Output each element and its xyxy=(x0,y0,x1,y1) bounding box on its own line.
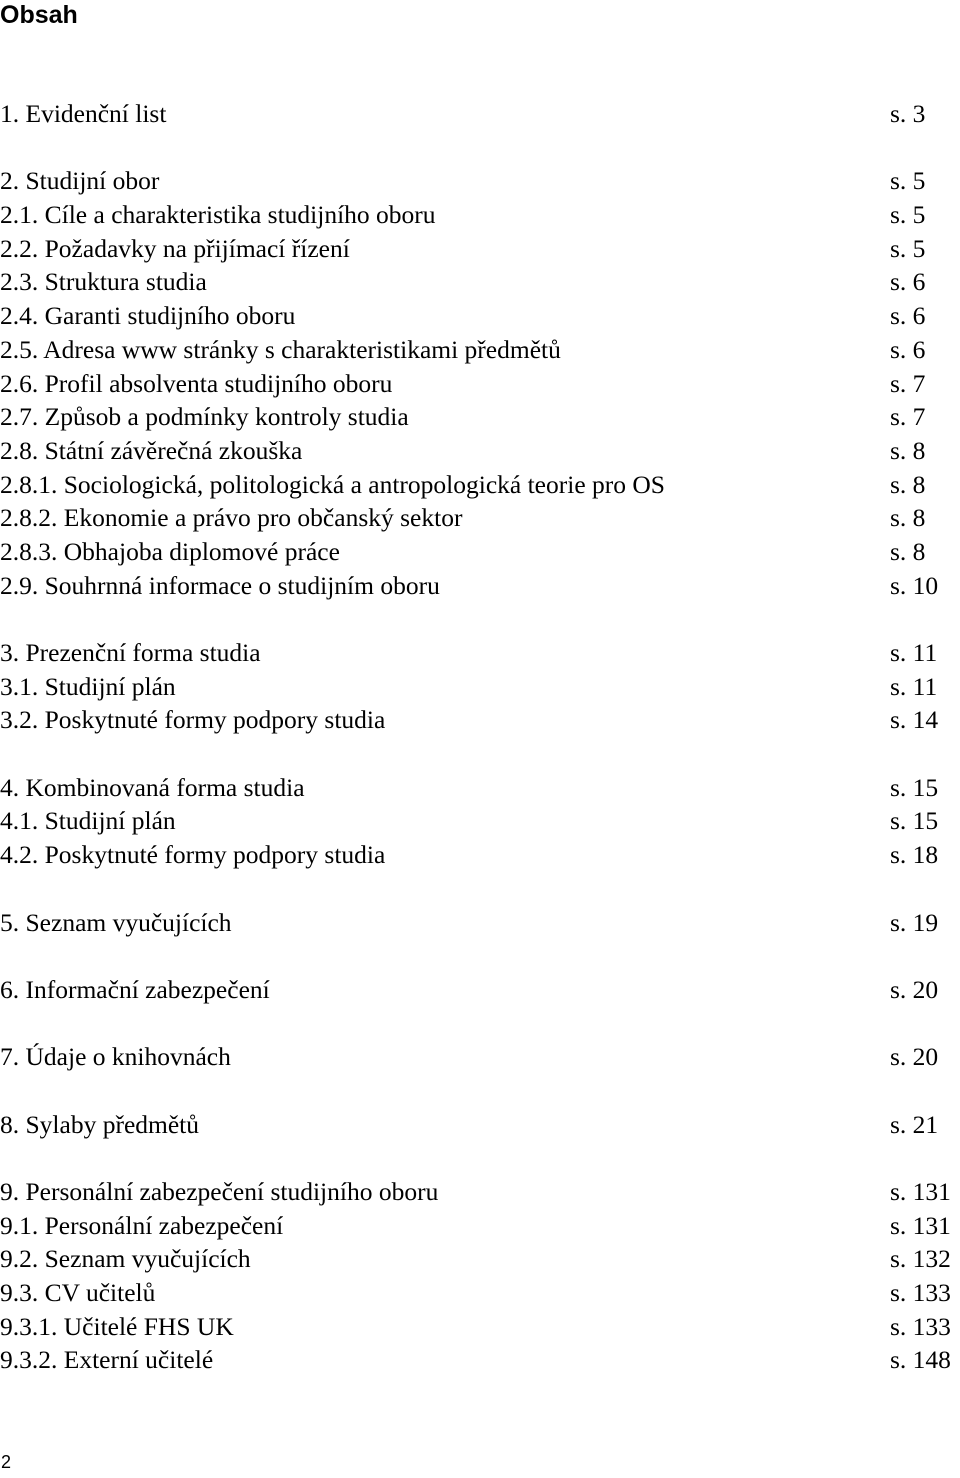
toc-entry[interactable] xyxy=(0,400,960,434)
toc-entry[interactable] xyxy=(0,703,960,737)
toc-entry-page: s. 6 xyxy=(890,334,926,364)
toc-entry-page: s. 14 xyxy=(890,705,939,735)
toc-entry-label: 2.1. Cíle a charakteristika studijního oboru xyxy=(0,200,436,230)
toc-entry-page: s. 8 xyxy=(890,435,926,465)
toc-entry-label: 4.1. Studijní plán xyxy=(0,806,176,836)
toc-entry-label: 2.8. Státní závěrečná zkouška xyxy=(0,435,303,465)
toc-entry-page: s. 20 xyxy=(890,974,939,1004)
toc-entry-page: s. 21 xyxy=(890,1109,939,1139)
toc-entry-page: s. 5 xyxy=(890,233,926,263)
toc-entry-page: s. 7 xyxy=(890,368,926,398)
toc-entry-page: s. 131 xyxy=(890,1210,951,1240)
toc-entry-label: 2.5. Adresa www stránky s charakteristikami předmětů xyxy=(0,334,561,364)
toc-entry-page: s. 7 xyxy=(890,402,926,432)
toc-entry-label: 6. Informační zabezpečení xyxy=(0,974,270,1004)
toc-entry-page: s. 20 xyxy=(890,1042,939,1072)
toc-entry-page: s. 148 xyxy=(890,1345,951,1375)
toc-entry-label: 3.2. Poskytnuté formy podpory studia xyxy=(0,705,386,735)
toc-entry[interactable] xyxy=(0,501,960,535)
toc-entry-label: 4. Kombinovaná forma studia xyxy=(0,772,305,802)
toc-entry-page: s. 11 xyxy=(890,671,938,701)
toc-entry-page: s. 6 xyxy=(890,301,926,331)
toc-entry[interactable] xyxy=(0,906,960,940)
toc-entry-page: s. 133 xyxy=(890,1311,951,1341)
page-number: 2 xyxy=(1,1452,12,1472)
toc-entry[interactable] xyxy=(0,468,960,502)
toc-entry[interactable] xyxy=(0,771,960,805)
toc-entry-label: 9.3.2. Externí učitelé xyxy=(0,1345,214,1375)
toc-entry[interactable] xyxy=(0,1276,960,1310)
toc-entry[interactable] xyxy=(0,1209,960,1243)
toc-entry-page: s. 132 xyxy=(890,1244,951,1274)
toc-entry[interactable] xyxy=(0,1040,960,1074)
toc-entry-label: 2.3. Struktura studia xyxy=(0,267,207,297)
toc-entry-label: 2.4. Garanti studijního oboru xyxy=(0,301,296,331)
toc-entry-label: 7. Údaje o knihovnách xyxy=(0,1042,231,1072)
toc-entry-label: 1. Evidenční list xyxy=(0,99,167,128)
toc-entry-page: s. 15 xyxy=(890,806,939,836)
toc-entry-label: 9.1. Personální zabezpečení xyxy=(0,1210,284,1240)
toc-entry-label: 3. Prezenční forma studia xyxy=(0,638,261,667)
toc-entry[interactable] xyxy=(0,804,960,838)
toc-entry-label: 2.8.1. Sociologická, politologická a antropologická teorie pro OS xyxy=(0,469,665,499)
toc-entry-page: s. 8 xyxy=(890,469,926,499)
toc-entry-label: 3.1. Studijní plán xyxy=(0,671,176,701)
toc-entry[interactable] xyxy=(0,97,960,131)
toc-entry[interactable] xyxy=(0,1242,960,1276)
toc-entry-label: 2. Studijní obor xyxy=(0,166,160,196)
toc-entry[interactable] xyxy=(0,232,960,266)
toc-entry-page: s. 6 xyxy=(890,267,926,297)
toc-entry[interactable] xyxy=(0,670,960,704)
toc-entry-page: s. 8 xyxy=(890,503,926,533)
toc-heading: Obsah xyxy=(0,1,78,29)
toc-entry[interactable] xyxy=(0,1175,960,1209)
toc-entry-page: s. 3 xyxy=(890,99,926,128)
toc-entry[interactable] xyxy=(0,569,960,603)
toc-entry[interactable] xyxy=(0,1343,960,1377)
toc-entry-label: 9.2. Seznam vyučujících xyxy=(0,1244,251,1274)
toc-entry-label: 2.7. Způsob a podmínky kontroly studia xyxy=(0,402,409,432)
toc-entry[interactable] xyxy=(0,434,960,468)
toc-entry[interactable] xyxy=(0,367,960,401)
table-of-contents xyxy=(0,97,960,1377)
toc-entry-page: s. 15 xyxy=(890,772,939,802)
toc-entry[interactable] xyxy=(0,1310,960,1344)
toc-entry-label: 9.3. CV učitelů xyxy=(0,1278,156,1308)
toc-entry-page: s. 18 xyxy=(890,840,939,870)
toc-entry-label: 8. Sylaby předmětů xyxy=(0,1109,200,1139)
toc-entry-page: s. 8 xyxy=(890,536,926,566)
toc-entry[interactable] xyxy=(0,973,960,1007)
toc-entry[interactable] xyxy=(0,198,960,232)
toc-entry-page: s. 131 xyxy=(890,1177,951,1206)
toc-entry[interactable] xyxy=(0,636,960,670)
toc-entry-page: s. 10 xyxy=(890,570,939,600)
toc-entry[interactable] xyxy=(0,535,960,569)
toc-entry-label: 2.2. Požadavky na přijímací řízení xyxy=(0,233,350,263)
toc-entry-page: s. 133 xyxy=(890,1278,951,1308)
toc-entry[interactable] xyxy=(0,265,960,299)
toc-entry[interactable] xyxy=(0,299,960,333)
toc-entry-page: s. 11 xyxy=(890,638,938,667)
toc-entry-label: 4.2. Poskytnuté formy podpory studia xyxy=(0,840,386,870)
toc-entry-label: 5. Seznam vyučujících xyxy=(0,907,232,937)
toc-entry[interactable] xyxy=(0,164,960,198)
toc-entry-page: s. 5 xyxy=(890,200,926,230)
toc-entry[interactable] xyxy=(0,838,960,872)
toc-entry[interactable] xyxy=(0,1108,960,1142)
toc-entry-page: s. 19 xyxy=(890,907,939,937)
toc-entry-label: 9. Personální zabezpečení studijního oboru xyxy=(0,1177,439,1206)
toc-entry-label: 2.8.3. Obhajoba diplomové práce xyxy=(0,536,340,566)
toc-entry-label: 2.8.2. Ekonomie a právo pro občanský sektor xyxy=(0,503,463,533)
toc-entry-label: 9.3.1. Učitelé FHS UK xyxy=(0,1311,234,1341)
toc-entry[interactable] xyxy=(0,333,960,367)
toc-entry-label: 2.9. Souhrnná informace o studijním oboru xyxy=(0,570,440,600)
toc-entry-label: 2.6. Profil absolventa studijního oboru xyxy=(0,368,393,398)
toc-entry-page: s. 5 xyxy=(890,166,926,196)
